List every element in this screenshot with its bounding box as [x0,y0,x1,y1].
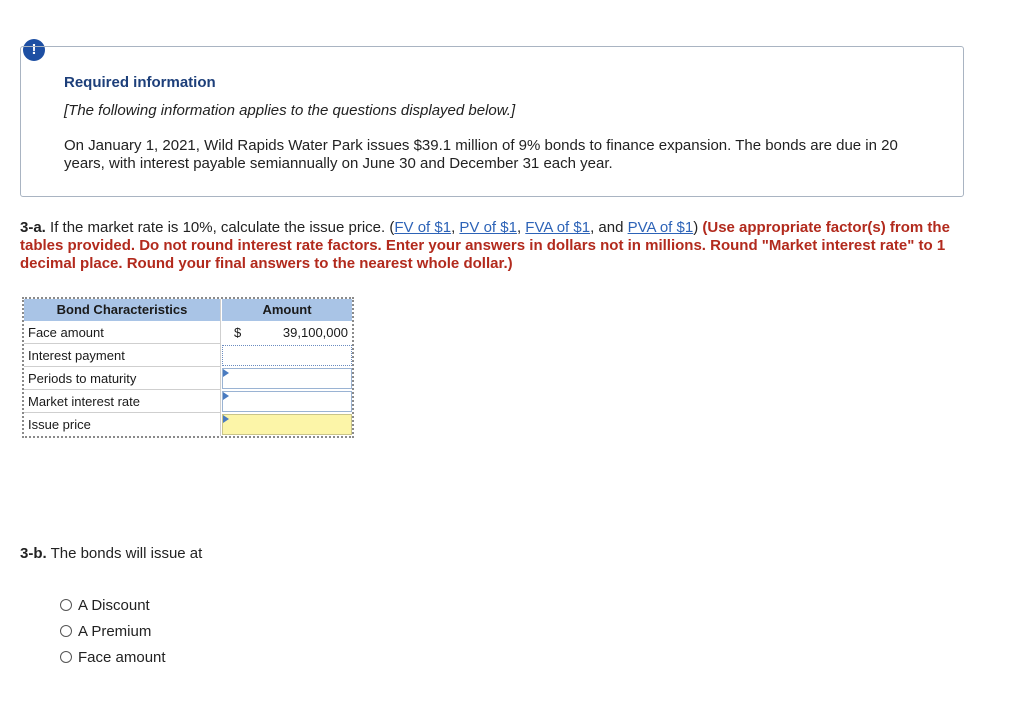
table-row [24,344,352,367]
option-label: A Discount [78,597,150,614]
link-fv-of-1[interactable]: FV of $1 [394,219,452,236]
info-title: Required information [64,74,216,91]
table-row [24,321,352,344]
question-3a [20,219,970,273]
question-number: 3-a. [20,219,46,236]
link-fva-of-1[interactable]: FVA of $1 [525,219,591,236]
required-information-box [20,46,964,197]
bond-characteristics-table [22,297,354,438]
separator: , [451,219,460,236]
option-label: Face amount [78,649,166,666]
market-interest-rate-input[interactable] [222,391,352,412]
radio-button-icon[interactable] [60,625,72,637]
row-label-market-interest-rate: Market interest rate [28,394,140,409]
link-pv-of-1[interactable]: PV of $1 [459,219,517,236]
separator: , and [590,219,628,236]
row-label-interest-payment: Interest payment [28,348,125,363]
option-label: A Premium [78,623,152,640]
input-marker-icon [223,369,229,377]
input-marker-icon [223,392,229,400]
separator: , [516,219,526,236]
row-label-periods-to-maturity: Periods to maturity [28,371,137,386]
currency-symbol: $ [234,325,242,340]
radio-button-icon[interactable] [60,599,72,611]
input-marker-icon [223,415,229,423]
table-row [24,390,352,413]
radio-button-icon[interactable] [60,651,72,663]
question-text: If the market rate is 10%, calculate the issue price. ( [50,219,395,236]
question-3b [20,545,202,562]
interest-payment-input[interactable] [222,345,352,366]
question-instruction: (Use appropriate factor(s) from the tables provided. Do not round interest rate factors. Enter your answers in dollars not in millions. Round "Market interest rate" to 1 decimal place. Round your final answers to the nearest whole dollar.) [20,219,950,272]
question-number: 3-b. [20,545,47,562]
row-label-face-amount: Face amount [28,325,104,340]
alert-icon: ! [23,39,45,61]
periods-to-maturity-input[interactable] [222,368,352,389]
option-face-amount[interactable] [60,648,166,668]
separator: ) [693,219,703,236]
table-row [24,367,352,390]
table-row [24,413,352,436]
row-label-issue-price: Issue price [28,417,91,432]
info-note: [The following information applies to the questions displayed below.] [64,102,516,119]
question-text: The bonds will issue at [50,545,203,562]
info-body: On January 1, 2021, Wild Rapids Water Park issues $39.1 million of 9% bonds to finance expansion. The bonds are due in 20 years, with interest payable semiannually on June 30 and December 31 each year. [64,137,898,172]
header-amount: Amount [222,299,352,321]
header-bond-characteristics: Bond Characteristics [24,299,220,321]
option-premium[interactable] [60,622,151,642]
face-amount-value: 39,100,000 [282,325,348,340]
option-discount[interactable] [60,596,150,616]
link-pva-of-1[interactable]: PVA of $1 [627,219,694,236]
issue-price-input[interactable] [222,414,352,435]
